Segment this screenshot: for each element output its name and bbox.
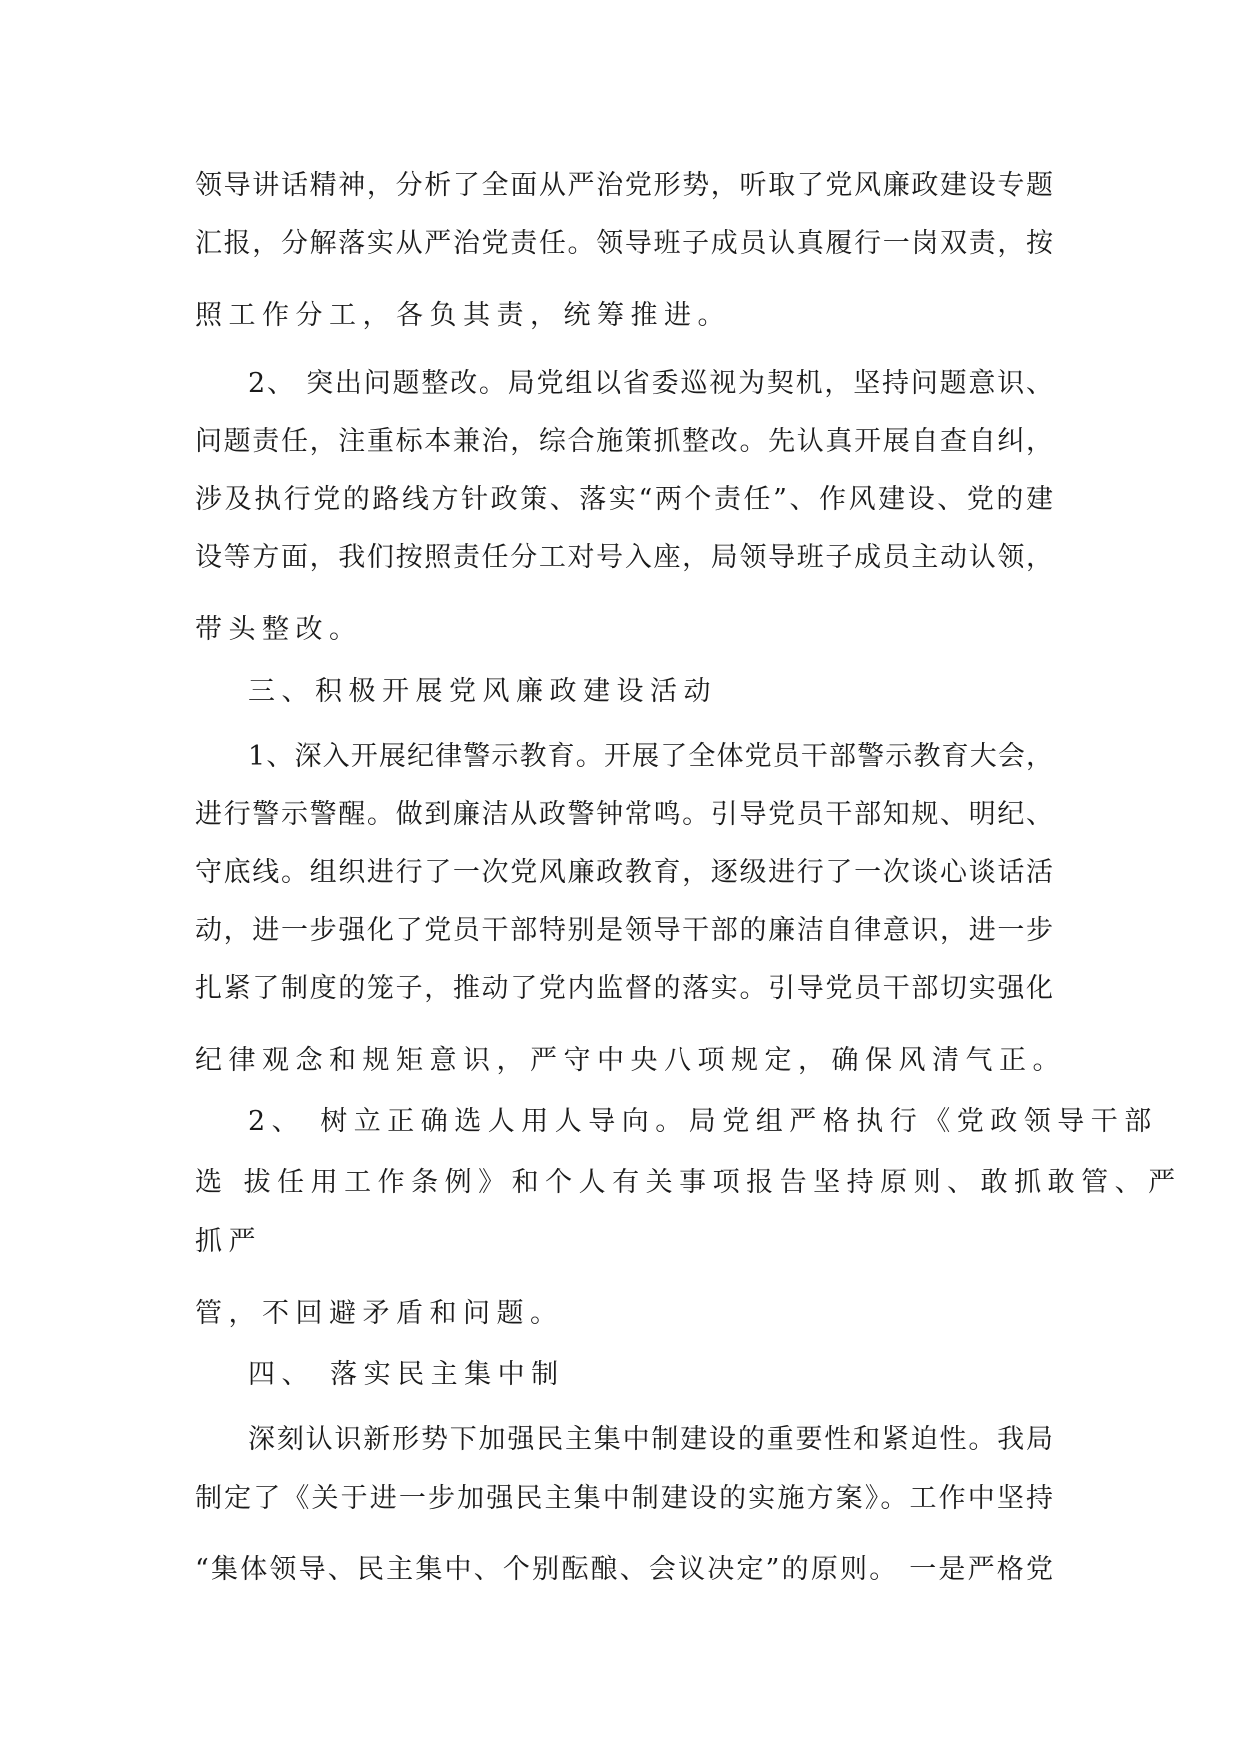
paragraph-line: 涉及执行党的路线方针政策、落实“两个责任”、作风建设、党的建 — [195, 484, 1053, 515]
paragraph-line: 抓严 — [195, 1226, 262, 1257]
paragraph-line: 带头整改。 — [195, 614, 363, 645]
paragraph-line: 深刻认识新形势下加强民主集中制建设的重要性和紧迫性。我局 — [248, 1424, 1053, 1455]
paragraph-line: 扎紧了制度的笼子，推动了党内监督的落实。引导党员干部切实强化 — [195, 973, 1053, 1004]
paragraph-line: 2、 突出问题整改。局党组以省委巡视为契机，坚持问题意识、 — [248, 368, 1053, 399]
paragraph-line: 汇报，分解落实从严治党责任。领导班子成员认真履行一岗双责，按 — [195, 228, 1053, 259]
paragraph-line: 领导讲话精神，分析了全面从严治党形势，听取了党风廉政建设专题 — [195, 170, 1053, 201]
paragraph-line: 选 拔任用工作条例》和个人有关事项报告坚持原则、敢抓敢管、严 — [195, 1167, 1182, 1198]
paragraph-line: 问题责任，注重标本兼治，综合施策抓整改。先认真开展自查自纠， — [195, 426, 1053, 457]
paragraph-line: 2、 树立正确选人用人导向。局党组严格执行《党政领导干部 — [248, 1106, 1158, 1137]
section-heading: 四、 落实民主集中制 — [248, 1359, 565, 1390]
paragraph-line: 管，不回避矛盾和问题。 — [195, 1298, 564, 1329]
paragraph-line: 动，进一步强化了党员干部特别是领导干部的廉洁自律意识，进一步 — [195, 915, 1053, 946]
paragraph-line: 照工作分工，各负其责，统筹推进。 — [195, 300, 731, 331]
section-heading: 三、积极开展党风廉政建设活动 — [248, 676, 717, 707]
paragraph-line: 守底线。组织进行了一次党风廉政教育，逐级进行了一次谈心谈话活 — [195, 857, 1053, 888]
paragraph-line: 制定了《关于进一步加强民主集中制建设的实施方案》。工作中坚持 — [195, 1483, 1053, 1514]
paragraph-line: 1、深入开展纪律警示教育。开展了全体党员干部警示教育大会， — [248, 741, 1053, 772]
paragraph-line: “集体领导、民主集中、个别酝酿、会议决定”的原则。 一是严格党 — [195, 1554, 1053, 1585]
paragraph-line: 纪律观念和规矩意识，严守中央八项规定，确保风清气正。 — [195, 1045, 1066, 1076]
paragraph-line: 进行警示警醒。做到廉洁从政警钟常鸣。引导党员干部知规、明纪、 — [195, 799, 1053, 830]
paragraph-line: 设等方面，我们按照责任分工对号入座，局领导班子成员主动认领， — [195, 542, 1053, 573]
